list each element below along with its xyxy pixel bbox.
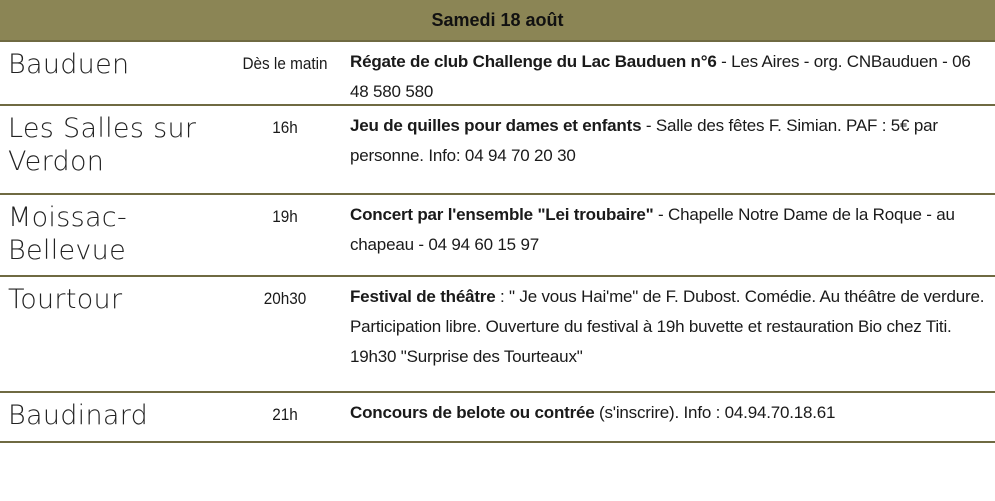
event-time: 20h30 — [263, 289, 307, 308]
event-row — [0, 393, 995, 443]
event-row — [0, 106, 995, 195]
event-details: - Les Aires - org. CNBauduen - 06 48 580 580 — [350, 52, 971, 101]
event-time: Dès le matin — [242, 54, 328, 73]
event-description — [340, 42, 995, 113]
event-details: (s'inscrire). Info : 04.94.70.18.61 — [594, 403, 836, 422]
event-time: 21h — [272, 405, 298, 424]
event-place: Les Salles sur Verdon — [8, 113, 197, 177]
event-place: Moissac-Bellevue — [8, 202, 127, 266]
event-title: Festival de théâtre — [350, 287, 496, 306]
date-header — [0, 0, 995, 42]
date-title: Samedi 18 août — [431, 9, 564, 30]
event-description — [340, 195, 995, 275]
event-title: Concert par l'ensemble "Lei troubaire" — [350, 205, 654, 224]
event-description — [340, 277, 995, 391]
event-details: - Chapelle Notre Dame de la Roque - au chapeau - 04 94 60 15 97 — [350, 205, 955, 254]
event-title: Concours de belote ou contrée — [350, 403, 595, 422]
event-title: Régate de club Challenge du Lac Bauduen n°6 — [350, 52, 717, 71]
event-row — [0, 42, 995, 106]
event-row — [0, 195, 995, 277]
event-details: - Salle des fêtes F. Simian. PAF : 5€ par personne. Info: 04 94 70 20 30 — [350, 116, 938, 165]
event-time: 19h — [272, 207, 298, 226]
event-place: Baudinard — [8, 400, 149, 431]
event-time: 16h — [272, 118, 298, 137]
event-description — [340, 106, 995, 193]
event-details: : " Je vous Hai'me" de F. Dubost. Comédie. Au théâtre de verdure. Participation libre. Ouverture du festival à 19h buvette et restauration Bio chez Titi. 19h30 "Surprise des Tourteaux" — [350, 287, 985, 366]
event-title: Jeu de quilles pour dames et enfants — [350, 116, 642, 135]
event-row — [0, 277, 995, 393]
event-place: Bauduen — [8, 49, 130, 80]
event-place: Tourtour — [8, 284, 123, 315]
event-description — [340, 393, 995, 441]
